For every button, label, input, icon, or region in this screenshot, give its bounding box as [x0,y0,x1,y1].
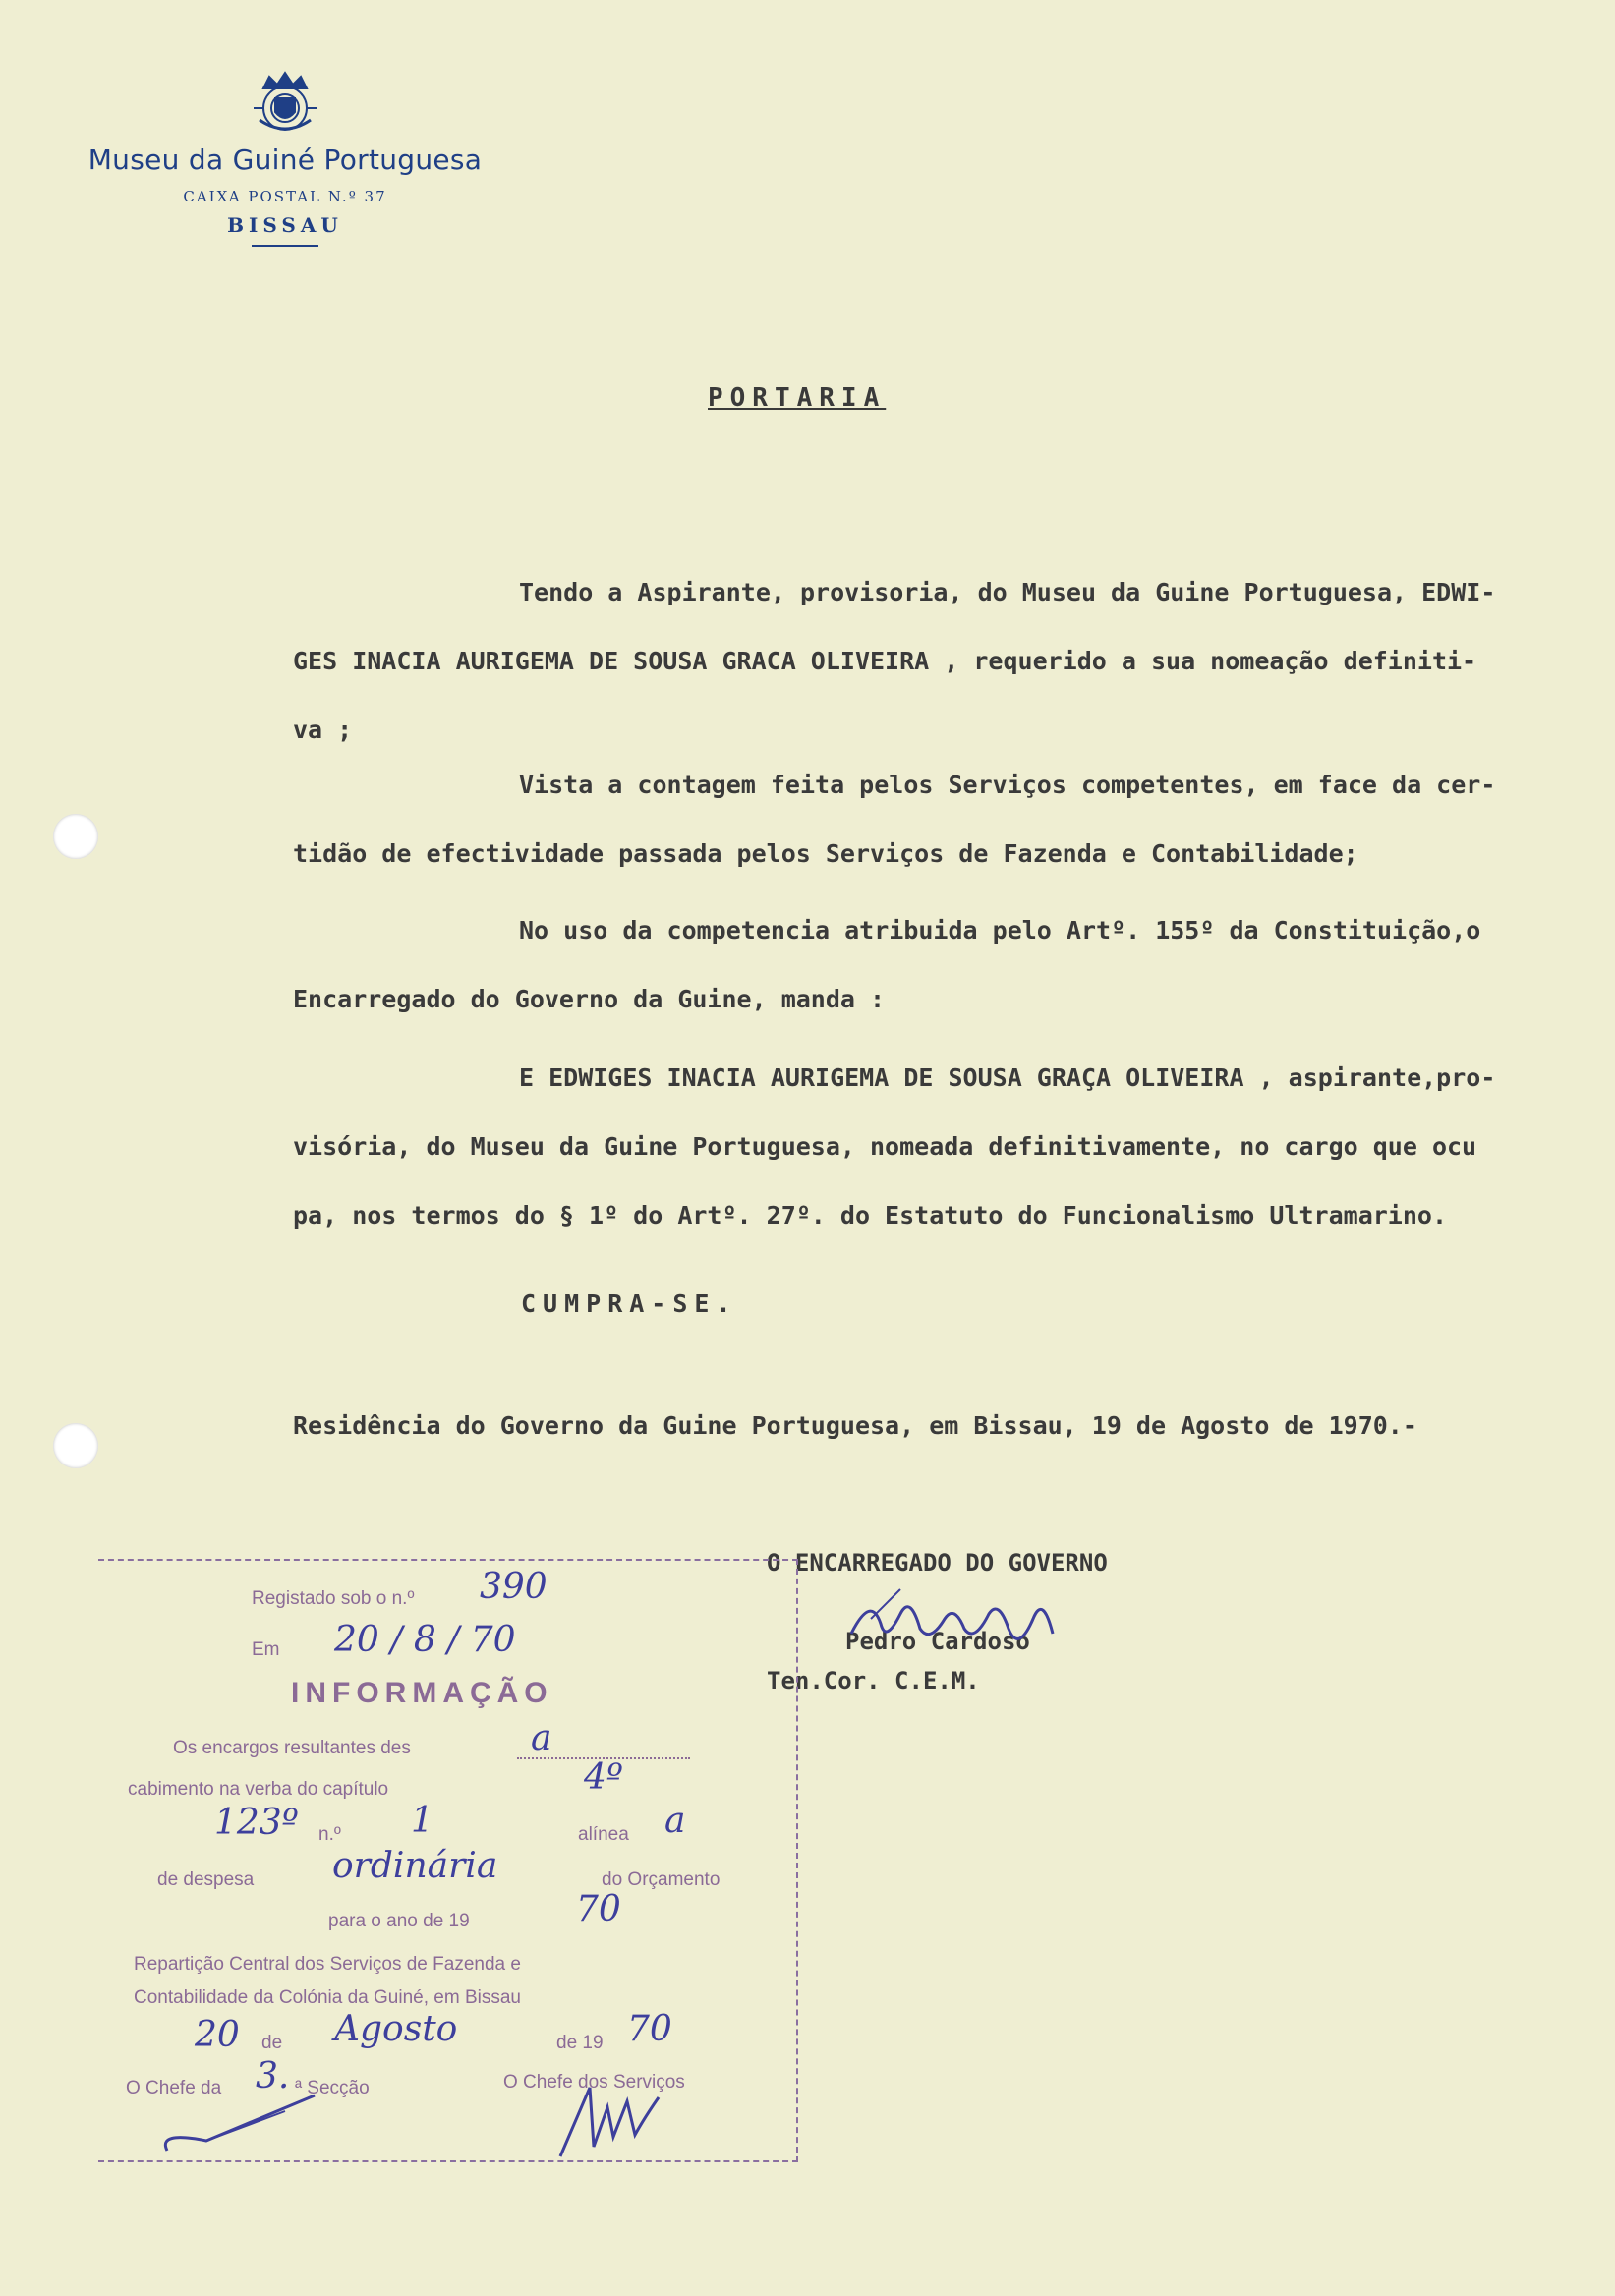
postal-box: CAIXA POSTAL N.º 37 [183,188,387,205]
stamp-line2-value: 4º [584,1757,623,1798]
signatory-name: Pedro Cardoso [845,1628,1030,1655]
paragraph-petition [293,558,1595,765]
city-name: BISSAU [227,213,343,237]
paragraph-appointment [293,1044,1595,1250]
stamp-line2-label: cabimento na verba do capítulo [128,1779,389,1800]
stamp-day-value: 20 [195,2015,240,2055]
stamp-year-label: de 19 [556,2033,604,2053]
text-line: Encarregado do Governo da Guine, manda : [293,985,886,1013]
stamp-line1-label: Os encargos resultantes des [173,1738,411,1758]
text-line: tidão de efectividade passada pelos Serviços de Fazenda e Contabilidade; [293,839,1358,868]
text-line: pa, nos termos do § 1º do Artº. 27º. do Estatuto do Funcionalismo Ultramarino. [293,1201,1447,1230]
handwritten-signature [841,1584,1097,1663]
stamp-section-label: ª Secção [295,2078,370,2098]
punch-hole-top [53,814,98,859]
stamp-line3-value3: a [664,1801,686,1841]
text-line: GES INACIA AURIGEMA DE SOUSA GRACA OLIVEIRA , requerido a sua nomeação definiti- [293,647,1477,675]
stamp-line4-label: de despesa [157,1869,255,1890]
stamp-office-line2: Contabilidade da Colónia da Guiné, em Bissau [134,1987,521,2008]
stamp-line3-value2: 1 [411,1801,433,1841]
stamp-month-value: Agosto [334,2009,458,2049]
stamp-line3-value: 123º [214,1803,299,1843]
stamp-year-value: 70 [627,2009,672,2049]
letterhead-rule [252,245,318,247]
stamp-line3-label: n.º [318,1824,341,1845]
closing-order: CUMPRA-SE. [521,1290,738,1318]
text-line: Vista a contagem feita pelos Serviços competentes, em face da cer- [519,771,1496,799]
paragraph-count [293,751,1595,889]
stamp-line3-label2: alínea [578,1824,629,1845]
institution-name: Museu da Guiné Portuguesa [87,144,483,176]
paragraph-authority [293,896,1595,1034]
stamp-line4-end: do Orçamento [602,1869,721,1890]
registration-stamp [98,1559,798,2162]
text-line: E EDWIGES INACIA AURIGEMA DE SOUSA GRAÇA OLIVEIRA , aspirante,pro- [519,1063,1496,1092]
signatory-rank: Ten.Cor. C.E.M. [767,1667,980,1694]
place-date: Residência do Governo da Guine Portuguesa, em Bissau, 19 de Agosto de 1970.- [293,1411,1417,1440]
text-line: No uso da competencia atribuida pelo Artº. 155º da Constituição,o [519,916,1481,945]
text-line: Tendo a Aspirante, provisoria, do Museu da Guine Portuguesa, EDWI- [519,578,1496,606]
stamp-registered-number: 390 [480,1567,548,1607]
stamp-date-label: Em [252,1639,280,1660]
clerk-signature [147,2092,334,2160]
letterhead [79,69,491,247]
text-line: visória, do Museu da Guine Portuguesa, nomeada definitivamente, no cargo que ocu [293,1132,1477,1161]
stamp-date-value: 20 / 8 / 70 [334,1620,516,1660]
stamp-line5-value: 70 [576,1889,621,1929]
stamp-line5-label: para o ano de 19 [328,1911,470,1931]
stamp-line4-value: ordinária [332,1846,498,1886]
stamp-line1-value: a [531,1718,552,1758]
stamp-section-value: 3. [256,2056,290,2096]
stamp-chief-label: O Chefe dos Serviços [503,2072,685,2093]
signatory-role: O ENCARREGADO DO GOVERNO [767,1549,1108,1577]
chief-signature [550,2078,668,2160]
document-title: PORTARIA [708,383,887,413]
coat-of-arms-icon [250,69,320,138]
stamp-clerk-label: O Chefe da [126,2078,222,2098]
stamp-registered-label: Registado sob o n.º [252,1588,415,1609]
stamp-day-label: de [261,2033,283,2053]
punch-hole-bottom [53,1423,98,1468]
text-line: va ; [293,716,353,744]
stamp-office-line1: Repartição Central dos Serviços de Fazenda e [134,1954,521,1975]
stamp-heading: INFORMAÇÃO [291,1677,553,1709]
